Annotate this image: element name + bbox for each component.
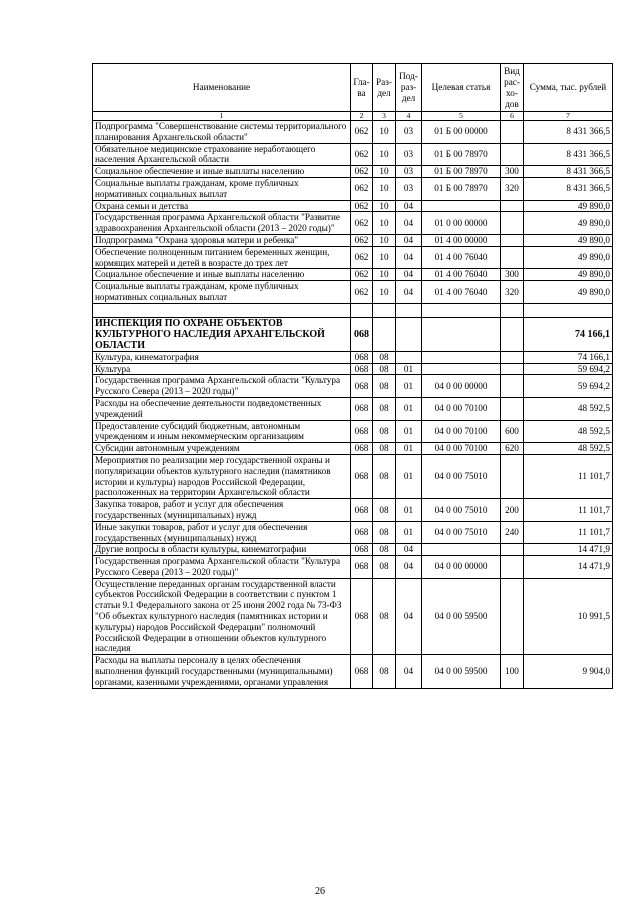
column-number: 2 <box>351 112 373 121</box>
cell-amount <box>524 303 613 317</box>
table-row <box>93 499 613 522</box>
cell-target: 01 0 00 00000 <box>422 212 501 235</box>
cell-expense-type: 200 <box>501 499 524 522</box>
header-chapter: Гла-ва <box>351 64 373 112</box>
cell-target: 01 Б 00 00000 <box>422 121 501 144</box>
cell-subsection: 04 <box>396 246 422 269</box>
cell-subsection: 04 <box>396 234 422 246</box>
header-target: Целевая статья <box>422 64 501 112</box>
cell-expense-type <box>501 578 524 655</box>
table-row <box>93 269 613 281</box>
cell-target: 04 0 00 70100 <box>422 420 501 443</box>
cell-chapter: 068 <box>351 443 373 455</box>
cell-name: Культура <box>93 363 351 375</box>
cell-subsection: 01 <box>396 375 422 398</box>
cell-expense-type: 600 <box>501 420 524 443</box>
cell-expense-type: 100 <box>501 655 524 688</box>
table-row <box>93 375 613 398</box>
cell-chapter: 068 <box>351 375 373 398</box>
cell-section: 10 <box>373 143 396 166</box>
cell-section: 10 <box>373 212 396 235</box>
cell-section: 08 <box>373 351 396 363</box>
cell-name: Закупка товаров, работ и услуг для обеспечения государственных (муниципальных) нужд <box>93 499 351 522</box>
cell-expense-type <box>501 556 524 579</box>
cell-chapter: 068 <box>351 317 373 351</box>
table-row <box>93 397 613 420</box>
header-name: Наименование <box>93 64 351 112</box>
table-row <box>93 363 613 375</box>
cell-section: 08 <box>373 443 396 455</box>
cell-target <box>422 544 501 556</box>
table-row <box>93 166 613 178</box>
cell-target <box>422 351 501 363</box>
header-row <box>93 64 613 112</box>
cell-expense-type <box>501 363 524 375</box>
cell-amount: 48 592,5 <box>524 443 613 455</box>
cell-name: Предоставление субсидий бюджетным, автономным учреждениям и иным некоммерческим организациям <box>93 420 351 443</box>
cell-expense-type: 320 <box>501 281 524 304</box>
cell-section: 08 <box>373 521 396 544</box>
cell-expense-type: 320 <box>501 177 524 200</box>
cell-amount: 48 592,5 <box>524 397 613 420</box>
cell-target: 04 0 00 59500 <box>422 578 501 655</box>
cell-section: 08 <box>373 544 396 556</box>
cell-chapter: 062 <box>351 269 373 281</box>
cell-amount: 74 166,1 <box>524 351 613 363</box>
table-row <box>93 200 613 212</box>
table-row <box>93 281 613 304</box>
cell-amount: 14 471,9 <box>524 556 613 579</box>
cell-subsection: 03 <box>396 166 422 178</box>
cell-subsection: 04 <box>396 578 422 655</box>
cell-name: Государственная программа Архангельской области "Культура Русского Севера (2013 – 2020 годы)" <box>93 375 351 398</box>
cell-amount: 49 890,0 <box>524 212 613 235</box>
cell-amount: 48 592,5 <box>524 420 613 443</box>
cell-chapter <box>351 303 373 317</box>
cell-section <box>373 317 396 351</box>
cell-target: 01 4 00 00000 <box>422 234 501 246</box>
table-body <box>93 121 613 689</box>
cell-subsection: 04 <box>396 544 422 556</box>
table-row <box>93 212 613 235</box>
cell-chapter: 068 <box>351 363 373 375</box>
cell-name: Обязательное медицинское страхование неработающего населения Архангельской области <box>93 143 351 166</box>
table-row <box>93 454 613 498</box>
cell-chapter: 068 <box>351 655 373 688</box>
cell-chapter: 068 <box>351 578 373 655</box>
table-row <box>93 655 613 688</box>
cell-subsection <box>396 351 422 363</box>
cell-amount: 49 890,0 <box>524 281 613 304</box>
cell-chapter: 062 <box>351 143 373 166</box>
cell-chapter: 068 <box>351 420 373 443</box>
cell-name: Расходы на выплаты персоналу в целях обеспечения выполнения функций государственными (муниципальными) органами, казенными учреждениями, органами управления <box>93 655 351 688</box>
cell-name: Подпрограмма "Совершенствование системы территориального планирования Архангельской области" <box>93 121 351 144</box>
cell-name: Государственная программа Архангельской области "Культура Русского Севера (2013 – 2020 годы)" <box>93 556 351 579</box>
cell-expense-type: 300 <box>501 166 524 178</box>
cell-subsection: 04 <box>396 200 422 212</box>
cell-subsection: 03 <box>396 177 422 200</box>
cell-subsection: 01 <box>396 397 422 420</box>
cell-section: 10 <box>373 200 396 212</box>
cell-name: Социальные выплаты гражданам, кроме публичных нормативных социальных выплат <box>93 281 351 304</box>
cell-amount: 49 890,0 <box>524 200 613 212</box>
cell-subsection: 01 <box>396 420 422 443</box>
cell-name: Осуществление переданных органам государственной власти субъектов Российской Федерации в соответствии с пунктом 1 статьи 9.1 Федерального закона от 25 июня 2002 года № 73-ФЗ "Об объектах культурного наследия (памятниках истории и культуры) народов Российской Федерации" полномочий Российской Федерации в отношении объектов культурного наследия <box>93 578 351 655</box>
cell-subsection: 01 <box>396 521 422 544</box>
cell-name: Обеспечение полноценным питанием беременных женщин, кормящих матерей и детей в возрасте до трех лет <box>93 246 351 269</box>
table-row <box>93 556 613 579</box>
cell-expense-type <box>501 544 524 556</box>
table-row <box>93 420 613 443</box>
cell-chapter: 062 <box>351 121 373 144</box>
cell-expense-type <box>501 375 524 398</box>
table-row <box>93 143 613 166</box>
cell-name: Подпрограмма "Охрана здоровья матери и ребенка" <box>93 234 351 246</box>
cell-name: Расходы на обеспечение деятельности подведомственных учреждений <box>93 397 351 420</box>
cell-subsection: 03 <box>396 121 422 144</box>
table-row <box>93 351 613 363</box>
header-amount: Сумма, тыс. рублей <box>524 64 613 112</box>
cell-expense-type: 300 <box>501 269 524 281</box>
cell-chapter: 062 <box>351 234 373 246</box>
cell-name: Иные закупки товаров, работ и услуг для обеспечения государственных (муниципальных) нужд <box>93 521 351 544</box>
cell-amount: 8 431 366,5 <box>524 121 613 144</box>
column-number: 6 <box>501 112 524 121</box>
cell-section: 10 <box>373 177 396 200</box>
cell-expense-type <box>501 212 524 235</box>
cell-chapter: 062 <box>351 166 373 178</box>
cell-amount: 59 694,2 <box>524 363 613 375</box>
cell-chapter: 068 <box>351 556 373 579</box>
cell-section: 10 <box>373 166 396 178</box>
cell-amount: 59 694,2 <box>524 375 613 398</box>
cell-expense-type <box>501 397 524 420</box>
cell-expense-type <box>501 143 524 166</box>
cell-amount: 49 890,0 <box>524 234 613 246</box>
cell-target <box>422 317 501 351</box>
cell-target: 04 0 00 70100 <box>422 397 501 420</box>
column-number-row <box>93 112 613 121</box>
cell-chapter: 068 <box>351 351 373 363</box>
cell-amount: 14 471,9 <box>524 544 613 556</box>
cell-name: Субсидии автономным учреждениям <box>93 443 351 455</box>
cell-chapter: 068 <box>351 521 373 544</box>
cell-amount: 49 890,0 <box>524 246 613 269</box>
cell-expense-type <box>501 454 524 498</box>
cell-target: 04 0 00 75010 <box>422 499 501 522</box>
cell-amount: 11 101,7 <box>524 499 613 522</box>
cell-amount: 11 101,7 <box>524 521 613 544</box>
cell-section <box>373 303 396 317</box>
cell-subsection: 01 <box>396 443 422 455</box>
cell-chapter: 068 <box>351 397 373 420</box>
cell-name: Социальное обеспечение и иные выплаты населению <box>93 269 351 281</box>
cell-target: 01 Б 00 78970 <box>422 177 501 200</box>
column-number: 3 <box>373 112 396 121</box>
cell-target <box>422 303 501 317</box>
cell-name: Культура, кинематография <box>93 351 351 363</box>
table-row <box>93 317 613 351</box>
table-row <box>93 177 613 200</box>
cell-target: 04 0 00 70100 <box>422 443 501 455</box>
cell-section: 08 <box>373 655 396 688</box>
cell-section: 08 <box>373 397 396 420</box>
cell-subsection <box>396 303 422 317</box>
cell-target: 04 0 00 00000 <box>422 556 501 579</box>
cell-amount: 9 904,0 <box>524 655 613 688</box>
cell-section: 08 <box>373 363 396 375</box>
cell-expense-type <box>501 351 524 363</box>
cell-amount: 10 991,5 <box>524 578 613 655</box>
cell-subsection: 04 <box>396 281 422 304</box>
cell-section: 08 <box>373 375 396 398</box>
cell-expense-type <box>501 234 524 246</box>
cell-section: 10 <box>373 269 396 281</box>
cell-section: 08 <box>373 454 396 498</box>
cell-target: 01 Б 00 78970 <box>422 166 501 178</box>
cell-subsection: 01 <box>396 499 422 522</box>
cell-subsection: 01 <box>396 454 422 498</box>
cell-section: 08 <box>373 420 396 443</box>
cell-section: 08 <box>373 499 396 522</box>
page-number: 26 <box>315 886 325 897</box>
cell-target: 01 Б 00 78970 <box>422 143 501 166</box>
cell-amount: 8 431 366,5 <box>524 166 613 178</box>
cell-expense-type <box>501 303 524 317</box>
table-row <box>93 544 613 556</box>
cell-section: 10 <box>373 121 396 144</box>
cell-expense-type <box>501 246 524 269</box>
cell-amount: 49 890,0 <box>524 269 613 281</box>
cell-amount: 8 431 366,5 <box>524 177 613 200</box>
cell-subsection: 04 <box>396 556 422 579</box>
cell-name: Другие вопросы в области культуры, кинематографии <box>93 544 351 556</box>
cell-target: 04 0 00 75010 <box>422 454 501 498</box>
column-number: 1 <box>93 112 351 121</box>
cell-amount: 74 166,1 <box>524 317 613 351</box>
cell-chapter: 068 <box>351 544 373 556</box>
budget-table <box>92 63 613 689</box>
cell-target: 01 4 00 76040 <box>422 281 501 304</box>
cell-target: 04 0 00 75010 <box>422 521 501 544</box>
cell-section: 10 <box>373 246 396 269</box>
cell-chapter: 062 <box>351 246 373 269</box>
cell-section: 10 <box>373 281 396 304</box>
cell-section: 08 <box>373 556 396 579</box>
cell-subsection: 04 <box>396 655 422 688</box>
table-row <box>93 443 613 455</box>
table-row <box>93 234 613 246</box>
cell-target: 01 4 00 76040 <box>422 269 501 281</box>
cell-expense-type: 620 <box>501 443 524 455</box>
cell-expense-type <box>501 200 524 212</box>
cell-section: 08 <box>373 578 396 655</box>
cell-chapter: 062 <box>351 177 373 200</box>
cell-chapter: 062 <box>351 200 373 212</box>
header-subsection: Под-раз-дел <box>396 64 422 112</box>
cell-subsection: 04 <box>396 269 422 281</box>
table-row <box>93 121 613 144</box>
cell-expense-type: 240 <box>501 521 524 544</box>
header-section: Раз-дел <box>373 64 396 112</box>
cell-subsection: 04 <box>396 212 422 235</box>
cell-target: 04 0 00 00000 <box>422 375 501 398</box>
cell-expense-type <box>501 317 524 351</box>
cell-target: 01 4 00 76040 <box>422 246 501 269</box>
header-expense-type: Вид рас-хо-дов <box>501 64 524 112</box>
cell-amount: 8 431 366,5 <box>524 143 613 166</box>
cell-target <box>422 363 501 375</box>
cell-chapter: 068 <box>351 454 373 498</box>
cell-name <box>93 303 351 317</box>
cell-name: Мероприятия по реализации мер государственной охраны и популяризации объектов культурного наследия (памятников истории и культуры) народов Российской Федерации, расположенных на территории Архангельской области <box>93 454 351 498</box>
cell-chapter: 068 <box>351 499 373 522</box>
table-row <box>93 521 613 544</box>
table-row <box>93 578 613 655</box>
cell-chapter: 062 <box>351 212 373 235</box>
table-row <box>93 246 613 269</box>
cell-subsection: 01 <box>396 363 422 375</box>
table-row <box>93 303 613 317</box>
cell-subsection <box>396 317 422 351</box>
cell-name: Социальные выплаты гражданам, кроме публичных нормативных социальных выплат <box>93 177 351 200</box>
cell-amount: 11 101,7 <box>524 454 613 498</box>
cell-name: Социальное обеспечение и иные выплаты населению <box>93 166 351 178</box>
cell-target: 04 0 00 59500 <box>422 655 501 688</box>
cell-target <box>422 200 501 212</box>
cell-name: ИНСПЕКЦИЯ ПО ОХРАНЕ ОБЪЕКТОВ КУЛЬТУРНОГО НАСЛЕДИЯ АРХАНГЕЛЬСКОЙ ОБЛАСТИ <box>93 317 351 351</box>
column-number: 5 <box>422 112 501 121</box>
cell-name: Охрана семьи и детства <box>93 200 351 212</box>
cell-subsection: 03 <box>396 143 422 166</box>
cell-chapter: 062 <box>351 281 373 304</box>
cell-name: Государственная программа Архангельской области "Развитие здравоохранения Архангельской области (2013 – 2020 годы)" <box>93 212 351 235</box>
column-number: 4 <box>396 112 422 121</box>
column-number: 7 <box>524 112 613 121</box>
cell-expense-type <box>501 121 524 144</box>
cell-section: 10 <box>373 234 396 246</box>
